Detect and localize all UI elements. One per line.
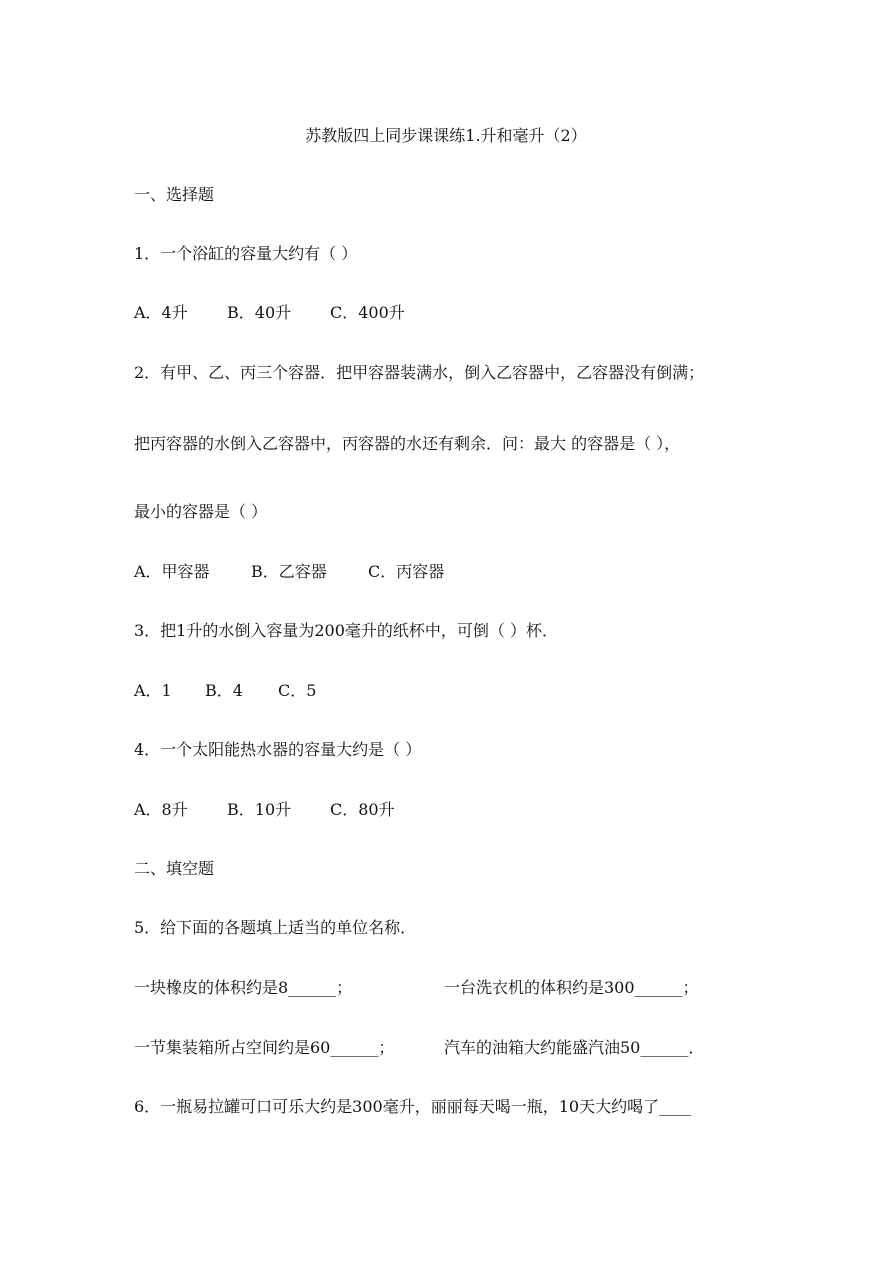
question-3-options xyxy=(134,681,316,701)
question-2-line-3: 最小的容器是（ ） xyxy=(134,502,268,521)
q2-option-b: B．乙容器 xyxy=(251,562,327,581)
q2-option-a: A．甲容器 xyxy=(134,562,210,581)
question-2-line-1: 2．有甲、乙、丙三个容器．把甲容器装满水，倒入乙容器中，乙容器没有倒满； xyxy=(134,363,705,382)
question-3-stem: 3．把1升的水倒入容量为200毫升的纸杯中，可倒（ ）杯． xyxy=(134,621,558,640)
question-5-stem: 5．给下面的各题填上适当的单位名称． xyxy=(134,918,417,937)
question-1-stem: 1．一个浴缸的容量大约有（ ） xyxy=(134,244,358,263)
q4-option-a: A．8升 xyxy=(134,800,188,819)
question-2-options xyxy=(134,562,444,582)
q1-option-c: C．400升 xyxy=(330,303,405,322)
question-2-line-2: 把丙容器的水倒入乙容器中，丙容器的水还有剩余．问：最大 的容器是（ ）， xyxy=(134,434,681,453)
section-heading-fill: 二、填空题 xyxy=(134,859,215,878)
q4-option-c: C．80升 xyxy=(330,800,395,819)
question-5-item-washer: 一台洗衣机的体积约是300______； xyxy=(444,978,699,997)
page-title: 苏教版四上同步课课练1.升和毫升（2） xyxy=(305,126,587,145)
q1-option-a: A．4升 xyxy=(134,303,188,322)
question-4-stem: 4．一个太阳能热水器的容量大约是（ ） xyxy=(134,740,422,759)
question-6-stem: 6．一瓶易拉罐可口可乐大约是300毫升，丽丽每天喝一瓶，10天大约喝了____ xyxy=(134,1097,692,1116)
question-5-item-eraser: 一块橡皮的体积约是8______； xyxy=(134,978,353,997)
question-4-options xyxy=(134,800,395,820)
q2-option-c: C．丙容器 xyxy=(368,562,445,581)
question-1-options xyxy=(134,303,405,323)
q1-option-b: B．40升 xyxy=(227,303,292,322)
q3-option-c: C．5 xyxy=(278,681,317,700)
q3-option-b: B．4 xyxy=(205,681,243,700)
question-5-item-fuel-tank: 汽车的油箱大约能盛汽油50______． xyxy=(444,1038,705,1057)
question-5-item-container: 一节集装箱所占空间约是60______； xyxy=(134,1038,395,1057)
q4-option-b: B．10升 xyxy=(227,800,292,819)
section-heading-choice: 一、选择题 xyxy=(134,185,215,204)
q3-option-a: A．1 xyxy=(134,681,172,700)
